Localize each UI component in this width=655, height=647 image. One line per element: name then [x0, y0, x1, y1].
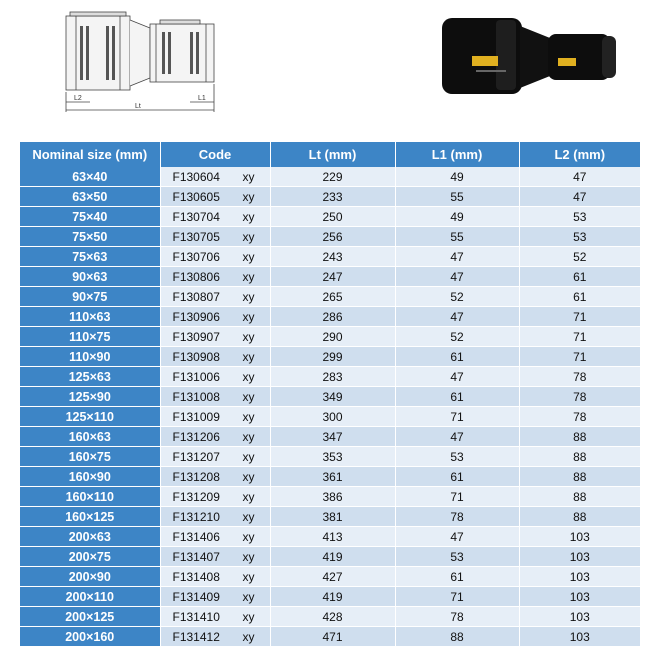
cell-lt: 419	[270, 547, 395, 567]
header-code: Code	[160, 142, 270, 167]
cell-lt: 428	[270, 607, 395, 627]
dim-label-l1: L1	[198, 95, 206, 102]
header-l2: L2 (mm)	[519, 142, 640, 167]
table-row	[20, 567, 640, 587]
table-row	[20, 467, 640, 487]
code-suffix: xy	[242, 269, 255, 284]
code-suffix: xy	[242, 629, 255, 644]
code-suffix: xy	[242, 389, 255, 404]
cell-l2: 103	[519, 627, 640, 647]
cell-nominal-size: 110×63	[20, 307, 160, 327]
cell-l1: 55	[395, 227, 519, 247]
cell-l1: 49	[395, 207, 519, 227]
code-suffix: xy	[242, 349, 255, 364]
cell-nominal-size: 160×63	[20, 427, 160, 447]
table-row	[20, 507, 640, 527]
cell-l1: 61	[395, 467, 519, 487]
cell-l2: 71	[519, 327, 640, 347]
cell-code	[160, 427, 270, 447]
code-suffix: xy	[242, 469, 255, 484]
code-number: F130907	[172, 329, 220, 344]
code-number: F131406	[172, 529, 220, 544]
cell-lt: 247	[270, 267, 395, 287]
cell-code	[160, 227, 270, 247]
cell-lt: 386	[270, 487, 395, 507]
cell-l2: 88	[519, 427, 640, 447]
cell-lt: 349	[270, 387, 395, 407]
cell-l2: 52	[519, 247, 640, 267]
cell-l2: 103	[519, 587, 640, 607]
cell-code	[160, 367, 270, 387]
code-suffix: xy	[242, 309, 255, 324]
table-row	[20, 367, 640, 387]
code-number: F131006	[172, 369, 220, 384]
table-row	[20, 487, 640, 507]
code-suffix: xy	[242, 249, 255, 264]
cell-lt: 290	[270, 327, 395, 347]
cell-code	[160, 307, 270, 327]
cell-lt: 299	[270, 347, 395, 367]
code-number: F131209	[172, 489, 220, 504]
cell-nominal-size: 110×75	[20, 327, 160, 347]
cell-lt: 233	[270, 187, 395, 207]
cell-l1: 53	[395, 547, 519, 567]
spec-table	[20, 142, 640, 647]
dim-label-lt: Lt	[135, 103, 141, 110]
cell-l1: 61	[395, 387, 519, 407]
cell-lt: 265	[270, 287, 395, 307]
table-row	[20, 247, 640, 267]
dim-label-l2: L2	[74, 95, 82, 102]
code-suffix: xy	[242, 449, 255, 464]
code-suffix: xy	[242, 169, 255, 184]
table-row	[20, 287, 640, 307]
cell-l1: 53	[395, 447, 519, 467]
code-number: F131008	[172, 389, 220, 404]
cell-nominal-size: 75×63	[20, 247, 160, 267]
cell-nominal-size: 200×90	[20, 567, 160, 587]
code-number: F131409	[172, 589, 220, 604]
cell-l1: 78	[395, 607, 519, 627]
code-number: F130605	[172, 189, 220, 204]
cell-code	[160, 267, 270, 287]
code-number: F131009	[172, 409, 220, 424]
table-row	[20, 547, 640, 567]
cell-l1: 47	[395, 267, 519, 287]
table-row	[20, 607, 640, 627]
cell-nominal-size: 63×40	[20, 167, 160, 187]
cell-l2: 71	[519, 347, 640, 367]
cell-nominal-size: 110×90	[20, 347, 160, 367]
cell-lt: 413	[270, 527, 395, 547]
cell-l2: 47	[519, 167, 640, 187]
cell-code	[160, 387, 270, 407]
cell-nominal-size: 125×90	[20, 387, 160, 407]
cell-lt: 347	[270, 427, 395, 447]
header-row	[20, 142, 640, 167]
cell-l1: 71	[395, 487, 519, 507]
cell-lt: 256	[270, 227, 395, 247]
cell-l2: 103	[519, 527, 640, 547]
code-number: F131410	[172, 609, 220, 624]
cell-code	[160, 447, 270, 467]
code-suffix: xy	[242, 229, 255, 244]
table-row	[20, 207, 640, 227]
cell-lt: 471	[270, 627, 395, 647]
cell-nominal-size: 63×50	[20, 187, 160, 207]
cell-nominal-size: 160×90	[20, 467, 160, 487]
table-row	[20, 627, 640, 647]
cell-l1: 88	[395, 627, 519, 647]
code-number: F131407	[172, 549, 220, 564]
cell-l2: 53	[519, 227, 640, 247]
cell-lt: 283	[270, 367, 395, 387]
code-suffix: xy	[242, 589, 255, 604]
header-l1: L1 (mm)	[395, 142, 519, 167]
table-row	[20, 587, 640, 607]
cell-lt: 286	[270, 307, 395, 327]
cell-l1: 52	[395, 327, 519, 347]
cell-l1: 52	[395, 287, 519, 307]
code-number: F130908	[172, 349, 220, 364]
cell-l1: 78	[395, 507, 519, 527]
header-nominal-size: Nominal size (mm)	[20, 142, 160, 167]
code-suffix: xy	[242, 569, 255, 584]
code-number: F131408	[172, 569, 220, 584]
cell-l2: 47	[519, 187, 640, 207]
code-suffix: xy	[242, 529, 255, 544]
cell-l2: 88	[519, 507, 640, 527]
cell-code	[160, 507, 270, 527]
cell-nominal-size: 200×75	[20, 547, 160, 567]
code-suffix: xy	[242, 209, 255, 224]
code-number: F130807	[172, 289, 220, 304]
cell-lt: 250	[270, 207, 395, 227]
cell-nominal-size: 200×125	[20, 607, 160, 627]
cell-nominal-size: 75×50	[20, 227, 160, 247]
cell-l1: 49	[395, 167, 519, 187]
cell-code	[160, 407, 270, 427]
code-suffix: xy	[242, 489, 255, 504]
code-suffix: xy	[242, 369, 255, 384]
code-number: F131206	[172, 429, 220, 444]
code-suffix: xy	[242, 549, 255, 564]
cell-code	[160, 347, 270, 367]
cell-l1: 71	[395, 407, 519, 427]
cell-code	[160, 527, 270, 547]
table-row	[20, 187, 640, 207]
cell-code	[160, 467, 270, 487]
code-suffix: xy	[242, 189, 255, 204]
cell-code	[160, 327, 270, 347]
table-row	[20, 327, 640, 347]
cell-nominal-size: 160×125	[20, 507, 160, 527]
cell-lt: 361	[270, 467, 395, 487]
cell-l2: 71	[519, 307, 640, 327]
cell-nominal-size: 75×40	[20, 207, 160, 227]
code-number: F130906	[172, 309, 220, 324]
cell-l1: 61	[395, 567, 519, 587]
code-number: F130704	[172, 209, 220, 224]
cell-l2: 103	[519, 607, 640, 627]
cell-lt: 243	[270, 247, 395, 267]
code-suffix: xy	[242, 609, 255, 624]
cell-code	[160, 567, 270, 587]
cell-l2: 78	[519, 407, 640, 427]
cell-nominal-size: 125×110	[20, 407, 160, 427]
cell-l1: 47	[395, 427, 519, 447]
table-row	[20, 347, 640, 367]
code-number: F130806	[172, 269, 220, 284]
cell-l1: 47	[395, 307, 519, 327]
cell-l2: 53	[519, 207, 640, 227]
cell-lt: 381	[270, 507, 395, 527]
code-number: F131207	[172, 449, 220, 464]
cell-nominal-size: 200×160	[20, 627, 160, 647]
code-number: F131208	[172, 469, 220, 484]
cell-nominal-size: 160×110	[20, 487, 160, 507]
cell-code	[160, 167, 270, 187]
cell-code	[160, 287, 270, 307]
code-suffix: xy	[242, 409, 255, 424]
cell-lt: 300	[270, 407, 395, 427]
cell-l2: 78	[519, 367, 640, 387]
cell-nominal-size: 200×110	[20, 587, 160, 607]
code-suffix: xy	[242, 509, 255, 524]
cell-lt: 419	[270, 587, 395, 607]
code-suffix: xy	[242, 289, 255, 304]
cell-l2: 103	[519, 547, 640, 567]
code-number: F130604	[172, 169, 220, 184]
cell-l2: 103	[519, 567, 640, 587]
cell-lt: 427	[270, 567, 395, 587]
table-body	[20, 167, 640, 647]
table-row	[20, 407, 640, 427]
reducer-product-photo	[438, 12, 620, 98]
cell-nominal-size: 125×63	[20, 367, 160, 387]
cell-l1: 61	[395, 347, 519, 367]
cell-code	[160, 587, 270, 607]
reducer-technical-drawing	[40, 4, 240, 116]
cell-l1: 55	[395, 187, 519, 207]
cell-l2: 88	[519, 467, 640, 487]
code-number: F130706	[172, 249, 220, 264]
table-row	[20, 227, 640, 247]
table-row	[20, 307, 640, 327]
code-suffix: xy	[242, 429, 255, 444]
cell-l1: 47	[395, 527, 519, 547]
cell-code	[160, 247, 270, 267]
cell-code	[160, 607, 270, 627]
table-row	[20, 427, 640, 447]
cell-l1: 71	[395, 587, 519, 607]
cell-code	[160, 627, 270, 647]
cell-code	[160, 207, 270, 227]
cell-l1: 47	[395, 367, 519, 387]
cell-code	[160, 187, 270, 207]
cell-nominal-size: 90×75	[20, 287, 160, 307]
cell-nominal-size: 200×63	[20, 527, 160, 547]
code-suffix: xy	[242, 329, 255, 344]
table-row	[20, 447, 640, 467]
cell-code	[160, 487, 270, 507]
cell-nominal-size: 160×75	[20, 447, 160, 467]
cell-code	[160, 547, 270, 567]
table-row	[20, 387, 640, 407]
cell-l2: 78	[519, 387, 640, 407]
header-lt: Lt (mm)	[270, 142, 395, 167]
table-row	[20, 267, 640, 287]
cell-lt: 229	[270, 167, 395, 187]
cell-lt: 353	[270, 447, 395, 467]
code-number: F131210	[172, 509, 220, 524]
table-row	[20, 167, 640, 187]
cell-l2: 88	[519, 487, 640, 507]
table-row	[20, 527, 640, 547]
cell-l2: 61	[519, 267, 640, 287]
code-number: F130705	[172, 229, 220, 244]
code-number: F131412	[172, 629, 220, 644]
cell-l2: 88	[519, 447, 640, 467]
cell-l1: 47	[395, 247, 519, 267]
cell-nominal-size: 90×63	[20, 267, 160, 287]
cell-l2: 61	[519, 287, 640, 307]
